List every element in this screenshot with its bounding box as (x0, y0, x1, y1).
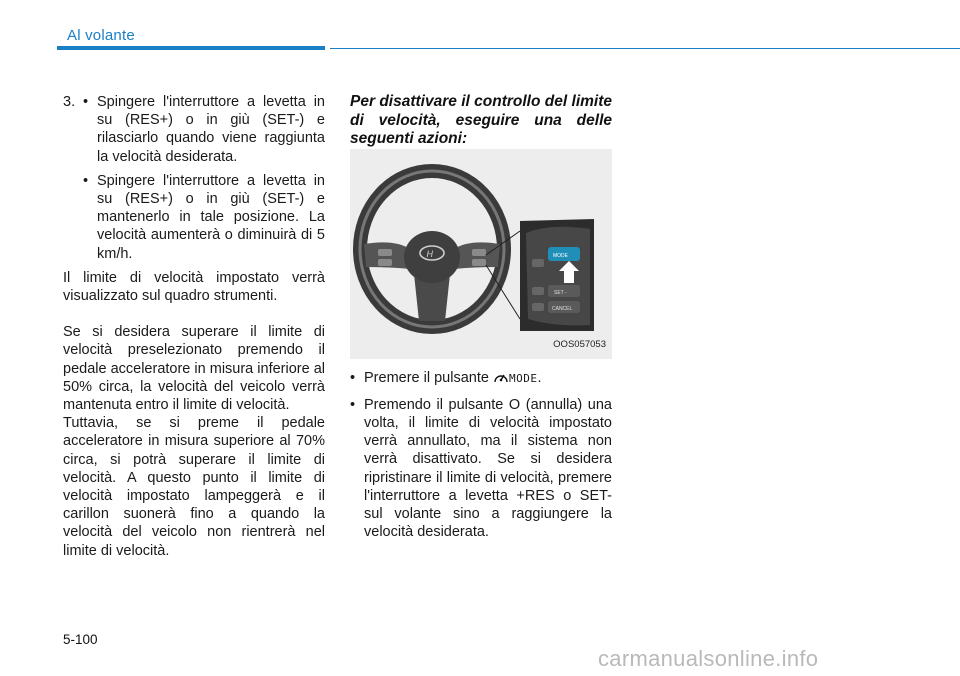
left-column (63, 93, 325, 560)
section-title: Al volante (67, 27, 135, 44)
bullet-dot: • (83, 94, 89, 110)
page-number: 5-100 (63, 632, 98, 647)
subheading: Per disattivare il controllo del limite di velocità, eseguire una delle seguenti azioni: (350, 93, 612, 147)
figure-cancel-label: CANCEL (552, 305, 573, 312)
list-item (350, 396, 612, 542)
bullet-text-part: Premere il pulsante (364, 369, 489, 386)
header-rule-thin (330, 48, 960, 49)
header-rule-thick (57, 46, 325, 50)
figure-caption: OOS057053 (553, 339, 606, 351)
steering-wheel-figure (350, 149, 612, 359)
bullet-text: Spingere l'interruttore a levetta in su (RES+) o in giù (SET-) e rilasciarlo quando viene raggiunta la velocità desiderata. (97, 94, 325, 165)
bullet-dot: • (83, 172, 89, 189)
figure-set-label: SET - (554, 289, 567, 296)
list-item (83, 172, 325, 263)
list-item (83, 93, 325, 166)
bullet-text-end: . (537, 369, 542, 386)
right-column (350, 93, 612, 547)
steering-wheel-illustration (350, 149, 612, 359)
bullet-dot: • (350, 396, 356, 413)
step-number: 3. (63, 94, 76, 110)
bullet-dot: • (350, 369, 356, 386)
mode-icon-label: MODE (508, 371, 538, 385)
spacer (63, 305, 325, 323)
step-3 (63, 93, 325, 269)
bullet-text (364, 369, 612, 390)
bullet-text: Premendo il pulsante O (annulla) una volta, il limite di velocità impostato verrà annullato, ma il sistema non verrà disattivato. Se si desidera ripristinare il limite di velocità, premere l'interruttore a levetta +RES o SET- sul volante sino a raggiungere la velocità desiderata. (364, 396, 612, 541)
svg-text:H: H (426, 248, 433, 259)
paragraph: Se si desidera superare il limite di velocità preselezionato premendo il pedale acceleratore in misura inferiore al 50% circa, la velocità del veicolo verrà mantenuta entro il limite di velocità. (63, 324, 325, 414)
paragraph: Il limite di velocità impostato verrà visualizzato sul quadro strumenti. (63, 269, 325, 305)
list-item (350, 369, 612, 390)
figure-mode-label: MODE (553, 252, 568, 259)
speed-limiter-mode-icon (493, 371, 509, 390)
bullet-text: Spingere l'interruttore a levetta in su (RES+) o in giù (SET-) e mantenerlo in tale posizione. La velocità aumenterà o diminuirà di 5 km/h. (97, 172, 325, 262)
watermark: carmanualsonline.info (598, 646, 819, 671)
paragraph: Tuttavia, se si preme il pedale acceleratore in misura superiore al 70% circa, si potrà superare il limite di velocità. A questo punto il limite di velocità impostato lampeggerà e il carillon suonerà fino a quando la velocità del veicolo non rientrerà nel limite di velocità. (63, 415, 325, 559)
